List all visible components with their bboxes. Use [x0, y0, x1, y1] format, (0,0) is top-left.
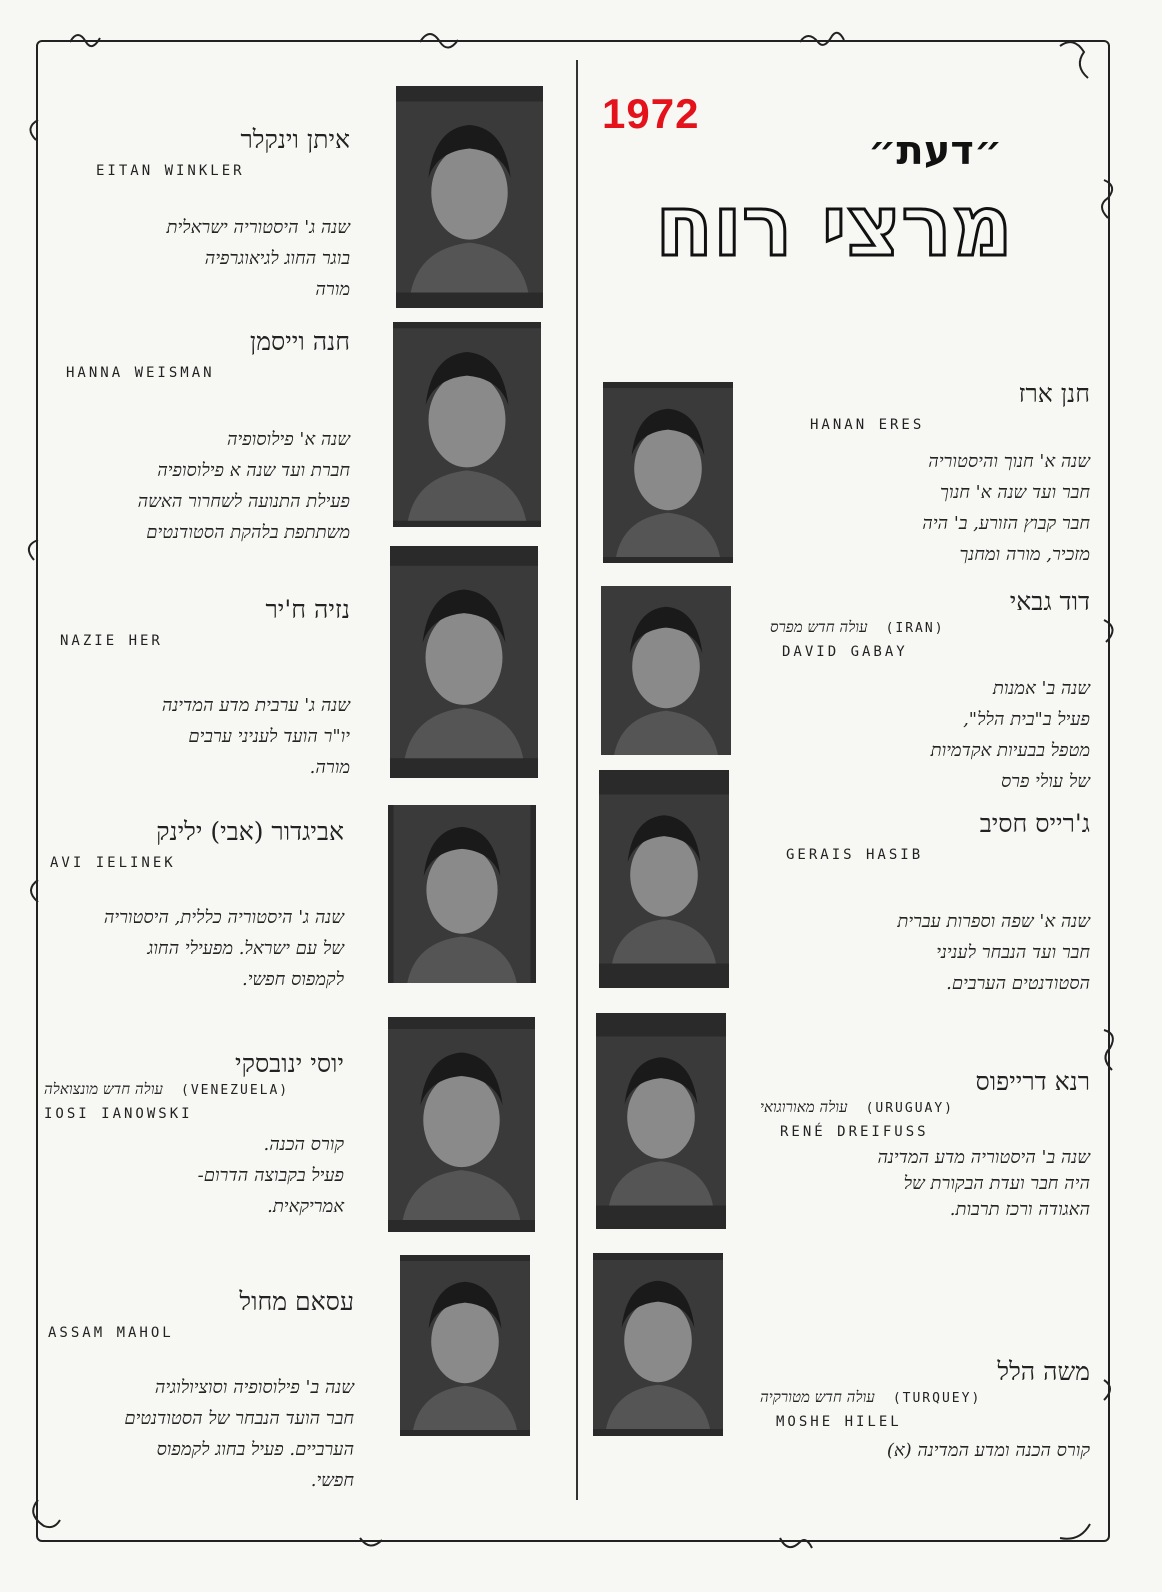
origin-hebrew: עולה מאורוגואי: [760, 1098, 848, 1116]
name-hebrew: משה הלל: [997, 1357, 1090, 1386]
origin-country: (IRAN): [885, 621, 945, 636]
portrait-hanna-weisman: [393, 322, 541, 527]
name-hebrew: איתן וינקלר: [240, 125, 350, 154]
name-latin: EITAN WINKLER: [96, 163, 245, 179]
origin-hebrew: עולה חדש מונצואלה: [44, 1080, 164, 1098]
bio-line: חבר ועד הנבחר לעניני: [936, 942, 1090, 963]
portrait-iosi-ianowski: [388, 1017, 535, 1232]
name-hebrew: ג'רייס חסיב: [979, 809, 1090, 838]
bio-hanan-eres: [760, 378, 1090, 570]
year-label: 1972: [602, 90, 700, 137]
portrait-eitan-winkler: [396, 86, 543, 308]
bio-line: פעיל בקבוצה הדרום-: [197, 1165, 344, 1186]
bio-line: שנה ג' היסטוריה כללית, היסטוריה: [103, 907, 344, 928]
name-latin: NAZIE HER: [60, 633, 163, 649]
portrait-avi-ielinek: [388, 805, 536, 983]
origin-row: [770, 618, 1090, 637]
bio-line: פעיל ב"בית הלל",: [963, 709, 1090, 730]
bio-moshe-hilel: [760, 1356, 1090, 1466]
portrait-moshe-hilel: [593, 1253, 723, 1436]
name-latin: RENÉ DREIFUSS: [780, 1124, 929, 1140]
bio-line: שנה ב' פילוסופיה וסוציולוגיה: [154, 1377, 354, 1398]
bio-line: האגודה ורכז תרבות.: [949, 1199, 1090, 1220]
bio-iosi-ianowski: [44, 1048, 344, 1222]
bio-line: חבר הועד הנבחר של הסטודנטים: [124, 1408, 354, 1429]
origin-country: (TURQUEY): [892, 1391, 982, 1406]
portrait-hanan-eres: [603, 382, 733, 563]
bio-line: של עולי פרס: [1000, 771, 1090, 792]
name-latin: AVI IELINEK: [50, 855, 176, 871]
bio-david-gabay: [770, 586, 1090, 797]
bio-gerais-hasib: [770, 808, 1090, 999]
title-small: ״דעת״: [868, 128, 1003, 174]
name-latin: DAVID GABAY: [782, 644, 908, 660]
portrait-gerais-hasib: [599, 770, 729, 988]
bio-line: שנה ב' היסטוריה מדע המדינה: [877, 1147, 1090, 1168]
origin-country: (URUGUAY): [865, 1101, 955, 1116]
name-hebrew: יוסי ינובסקי: [235, 1049, 344, 1078]
bio-line: שנה ב' אמנות: [992, 678, 1090, 699]
bio-rene-dreifuss: [760, 1066, 1090, 1223]
name-latin: HANNA WEISMAN: [66, 365, 215, 381]
name-hebrew: עסאם מחול: [239, 1287, 354, 1316]
origin-row: [44, 1080, 344, 1099]
origin-hebrew: עולה חדש מפרס: [770, 618, 868, 636]
bio-line: שנה א' חנוך והיסטוריה: [928, 451, 1090, 472]
name-latin: IOSI IANOWSKI: [44, 1106, 193, 1122]
name-latin: MOSHE HILEL: [776, 1414, 902, 1430]
bio-line: שנה ג' היסטוריה ישראלית: [166, 217, 350, 238]
name-latin: HANAN ERES: [810, 417, 925, 433]
bio-line: הסטודנטים הערבים.: [946, 973, 1090, 994]
bio-line: קורס הכנה ומדע המדינה (א): [886, 1440, 1090, 1461]
bio-avi-ielinek: [44, 816, 344, 995]
origin-row: [760, 1098, 1090, 1117]
bio-line: של עם ישראל. מפעילי החוג: [147, 938, 344, 959]
portrait-assam-mahol: [400, 1255, 530, 1436]
name-hebrew: אביגדור (אבי) ילינק: [156, 817, 344, 846]
name-hebrew: חנן ארז: [1018, 379, 1090, 408]
origin-hebrew: עולה חדש מטורקיה: [760, 1388, 875, 1406]
name-hebrew: דוד גבאי: [1009, 587, 1090, 616]
column-divider: [576, 60, 578, 1500]
bio-hanna-weisman: [50, 326, 350, 548]
bio-line: מורה.: [309, 757, 350, 778]
bio-line: שנה א' שפה וספרות עברית: [897, 911, 1090, 932]
bio-line: חבר ועד שנה א' חנוך: [940, 482, 1090, 503]
name-latin: GERAIS HASIB: [786, 847, 924, 863]
bio-line: הערביים. פעיל בחוג לקמפוס: [156, 1439, 354, 1460]
bio-line: משתתפת בלהקת הסטודנטים: [146, 522, 350, 543]
bio-line: חברת ועד שנה א פילוסופיה: [157, 460, 350, 481]
origin-row: [760, 1388, 1090, 1407]
origin-country: (VENEZUELA): [181, 1083, 290, 1098]
bio-line: אמריקאית.: [267, 1196, 344, 1217]
portrait-nazie-her: [390, 546, 538, 778]
portrait-david-gabay: [601, 586, 731, 755]
name-hebrew: נזיה ח'יר: [265, 595, 350, 624]
bio-line: מטפל בבעיות אקדמיות: [930, 740, 1090, 761]
portrait-rene-dreifuss: [596, 1013, 726, 1229]
bio-line: מורה: [315, 279, 350, 300]
bio-line: שנה ג' ערבית מדע המדינה: [161, 695, 350, 716]
name-latin: ASSAM MAHOL: [48, 1325, 174, 1341]
bio-line: יו"ר הועד לעניני ערבים: [188, 726, 350, 747]
bio-line: לקמפוס חפשי.: [242, 969, 344, 990]
bio-line: חפשי.: [310, 1470, 354, 1491]
bio-nazie-her: [50, 594, 350, 783]
bio-line: שנה א' פילוסופיה: [226, 429, 350, 450]
bio-eitan-winkler: [50, 124, 350, 305]
name-hebrew: חנה וייסמן: [249, 327, 350, 356]
bio-line: קורס הכנה.: [263, 1134, 344, 1155]
bio-line: חבר קבוץ הזורע, ב' היה: [922, 513, 1090, 534]
bio-assam-mahol: [44, 1286, 354, 1496]
bio-line: היה חבר ועדת הבקורת של: [903, 1173, 1090, 1194]
bio-line: מזכיר, מורה ומחנך: [959, 544, 1090, 565]
bio-line: פעילת התנועה לשחרור האשה: [137, 491, 350, 512]
bio-line: בוגר החוג לגיאוגרפיה: [204, 248, 350, 269]
title-big: מרצי רוח: [655, 177, 1013, 275]
name-hebrew: רנא דרייפוס: [975, 1067, 1090, 1096]
